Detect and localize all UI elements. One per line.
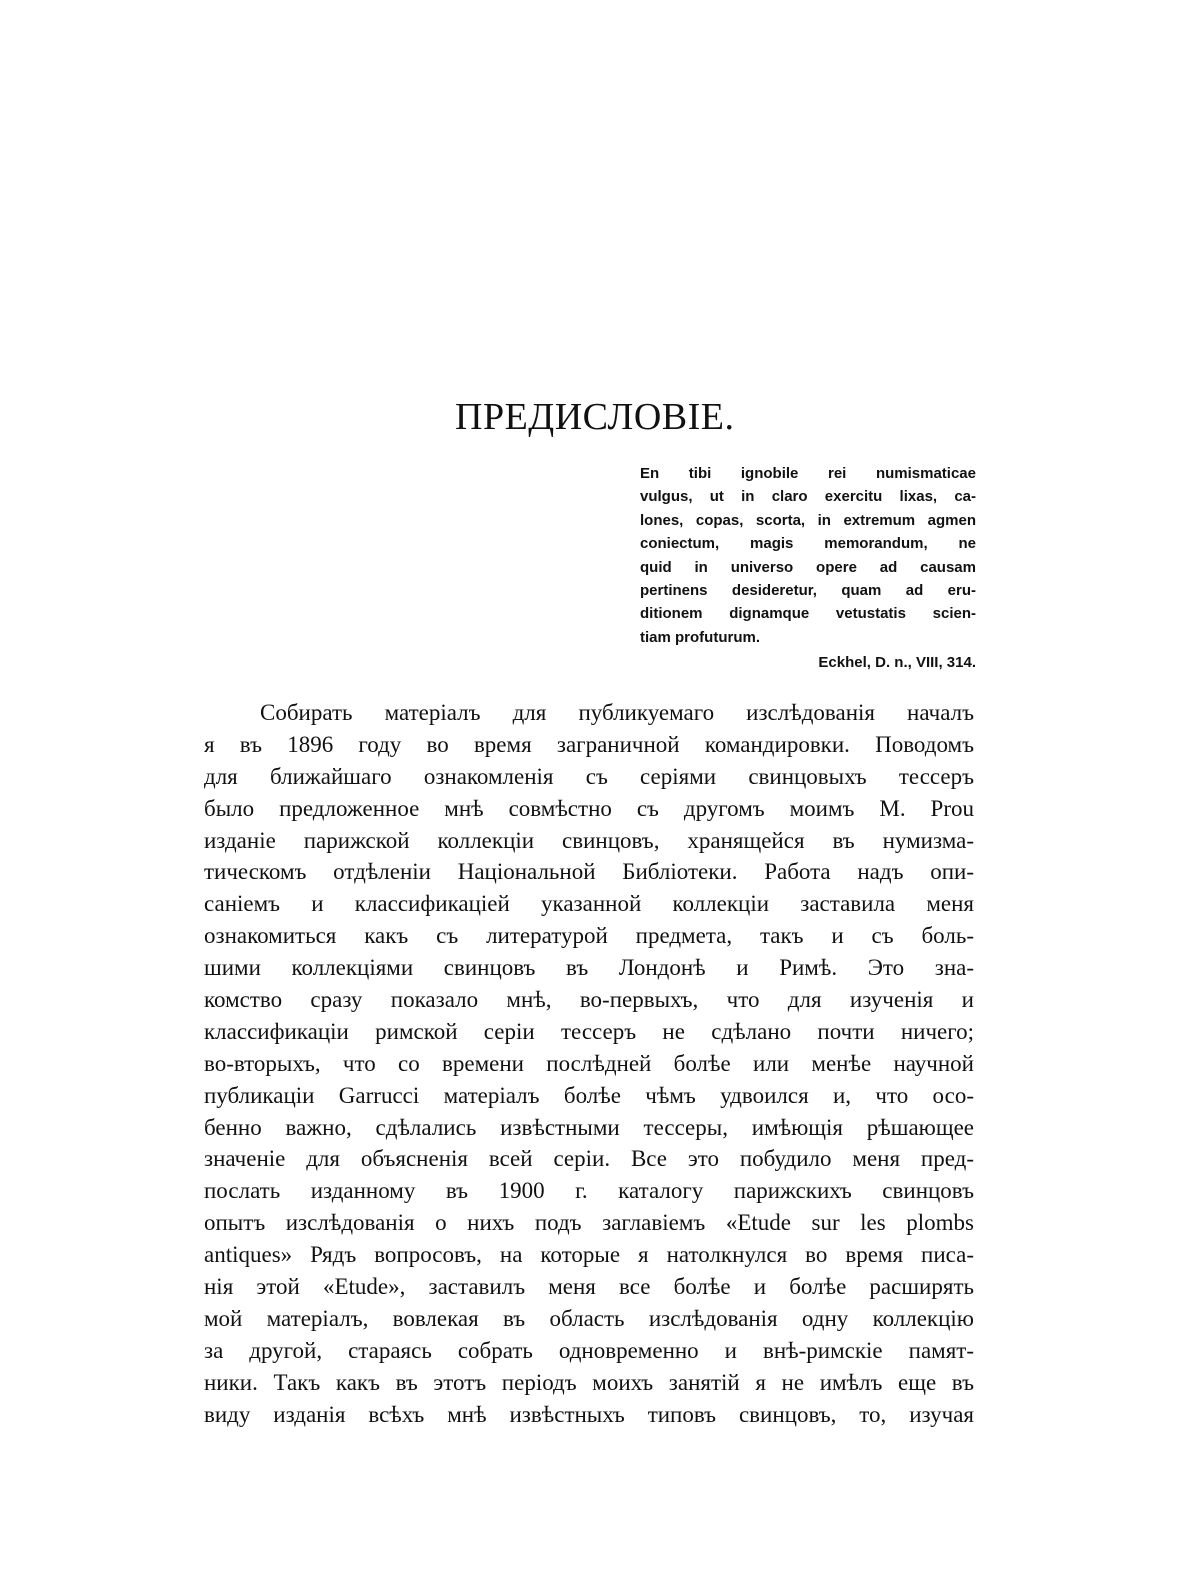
body-line: послать изданному въ 1900 г. каталогу парижскихъ свинцовъ [204, 1178, 974, 1204]
epigraph-line: tiam profuturum. [640, 628, 760, 646]
body-text [204, 697, 974, 1430]
body-line: для ближайшаго ознакомленія съ серіями свинцовыхъ тессеръ [204, 763, 974, 789]
body-line: тическомъ отдѣленіи Національной Библіотеки. Работа надъ опи- [204, 859, 974, 885]
body-line: я въ 1896 году во время заграничной командировки. Поводомъ [204, 731, 974, 757]
body-line: саніемъ и классификаціей указанной коллекціи заставила меня [204, 891, 974, 917]
epigraph-source: Eckhel, D. n., VIII, 314. [818, 654, 976, 672]
page-title: ПРЕДИСЛОВІЕ. [455, 396, 735, 438]
body-line: значеніе для объясненія всей серіи. Все это побудило меня пред- [204, 1146, 974, 1172]
body-line: за другой, стараясь собрать одновременно и внѣ-римскіе памят- [204, 1337, 974, 1363]
epigraph-line: lones, copas, scorta, in extremum agmen [640, 511, 976, 529]
body-line: ознакомиться какъ съ литературой предмета, такъ и съ боль- [204, 923, 974, 949]
epigraph-line: quid in universo opere ad causam [640, 558, 976, 576]
epigraph-line: En tibi ignobile rei numismaticae [640, 465, 976, 482]
body-line: виду изданія всѣхъ мнѣ извѣстныхъ типовъ свинцовъ, то, изучая [204, 1401, 974, 1427]
body-line: antiques» Рядъ вопросовъ, на которые я натолкнулся во время писа- [204, 1242, 974, 1268]
body-line: Собирать матеріалъ для публикуемаго изслѣдованія началъ [260, 700, 974, 725]
body-line: шими коллекціями свинцовъ въ Лондонѣ и Римѣ. Это зна- [204, 955, 974, 981]
epigraph-line: vulgus, ut in claro exercitu lixas, ca- [640, 488, 976, 506]
body-line: мой матеріалъ, вовлекая въ область изслѣдованія одну коллекцію [204, 1305, 974, 1331]
body-line: опытъ изслѣдованія о нихъ подъ заглавіемъ «Etude sur les plombs [204, 1210, 974, 1236]
epigraph-line: coniectum, magis memorandum, ne [640, 535, 976, 553]
epigraph-line: pertinens desideretur, quam ad eru- [640, 581, 976, 599]
body-line: нія этой «Etude», заставилъ меня все болѣе и болѣе расширять [204, 1274, 974, 1300]
epigraph-line: ditionem dignamque vetustatis scien- [640, 605, 976, 623]
body-line: изданіе парижской коллекціи свинцовъ, хранящейся въ нумизма- [204, 827, 974, 853]
body-line: комство сразу показало мнѣ, во-первыхъ, что для изученія и [204, 987, 974, 1013]
body-line: было предложенное мнѣ совмѣстно съ другомъ моимъ M. Prou [204, 795, 974, 821]
body-line: публикаціи Garrucci матеріалъ болѣе чѣмъ удвоился и, что осо- [204, 1082, 974, 1108]
body-line: классификаціи римской серіи тессеръ не сдѣлано почти ничего; [204, 1018, 974, 1044]
body-line: ники. Такъ какъ въ этотъ періодъ моихъ занятій я не имѣлъ еще въ [204, 1369, 974, 1395]
body-line: бенно важно, сдѣлались извѣстными тессеры, имѣющія рѣшающее [204, 1114, 974, 1140]
epigraph [640, 462, 976, 675]
body-line: во-вторыхъ, что со времени послѣдней болѣе или менѣе научной [204, 1050, 974, 1076]
